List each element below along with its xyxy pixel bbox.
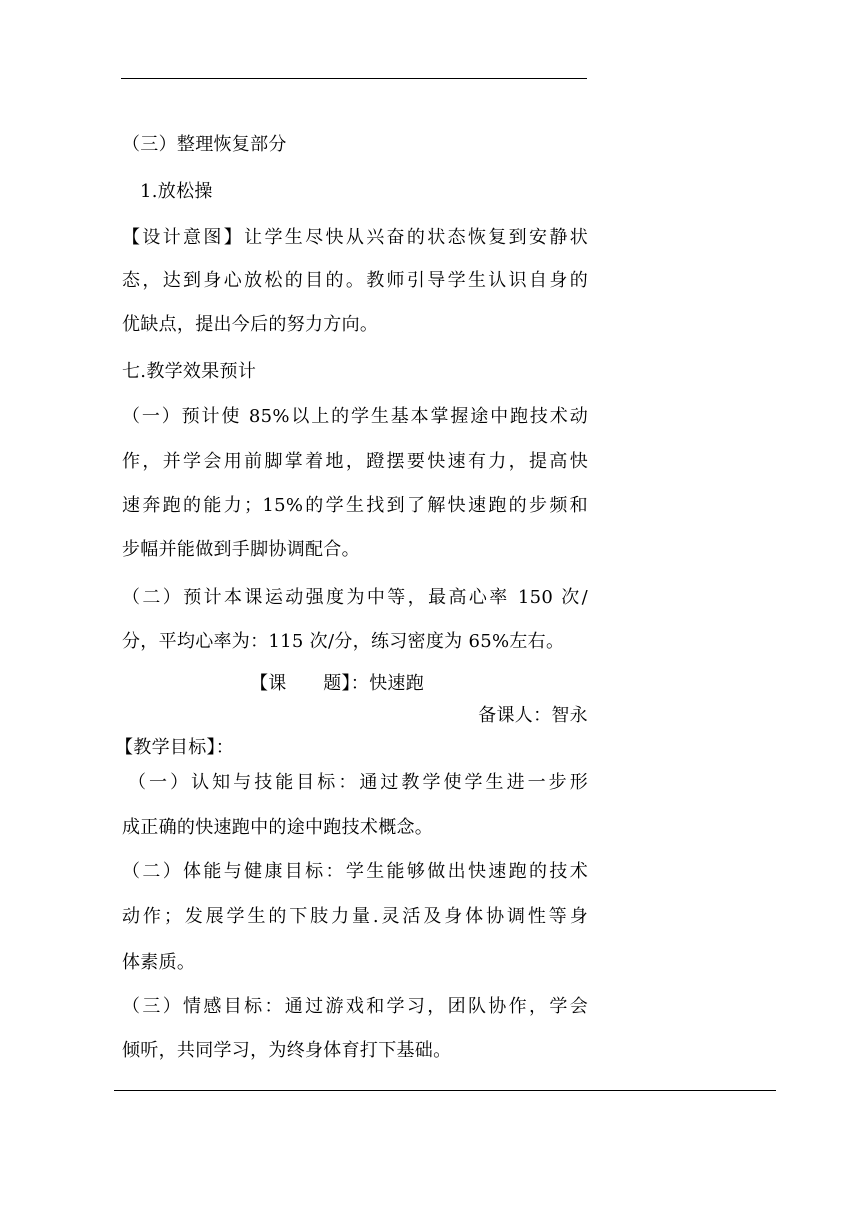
lesson-title: 【课 题】：快速跑	[250, 673, 424, 694]
preparer: 备课人：智永	[478, 705, 588, 726]
paragraph-line: 体素质。	[122, 952, 196, 973]
paragraph-line: 分，平均心率为：115 次/分，练习密度为 65%左右。	[122, 631, 565, 652]
section-heading-cooldown: （三）整理恢复部分	[122, 134, 287, 155]
paragraph-line: （二）体能与健康目标：学生能够做出快速跑的技术	[122, 861, 588, 882]
paragraph-line: 倾听，共同学习，为终身体育打下基础。	[122, 1040, 452, 1061]
paragraph-line: 态，达到身心放松的目的。教师引导学生认识自身的	[122, 270, 588, 291]
paragraph-line: 优缺点，提出今后的努力方向。	[122, 314, 379, 335]
footer-rule	[114, 1090, 776, 1091]
paragraph-line: （三）情感目标：通过游戏和学习，团队协作，学会	[122, 996, 588, 1017]
subheading-relaxation: 1.放松操	[140, 181, 213, 202]
section-heading-effect: 七.教学效果预计	[122, 361, 257, 382]
paragraph-line: （一）预计使 85%以上的学生基本掌握途中跑技术动	[122, 406, 588, 427]
paragraph-line: 成正确的快速跑中的途中跑技术概念。	[122, 817, 434, 838]
paragraph-line: （二）预计本课运动强度为中等，最高心率 150 次/	[122, 587, 588, 608]
section-heading-objectives: 【教学目标】：	[115, 737, 235, 758]
header-rule	[121, 78, 587, 79]
paragraph-line: （一）认知与技能目标：通过教学使学生进一步形	[128, 772, 588, 793]
paragraph-line: 【设计意图】让学生尽快从兴奋的状态恢复到安静状	[122, 227, 588, 248]
paragraph-line: 动作；发展学生的下肢力量.灵活及身体协调性等身	[122, 906, 588, 927]
paragraph-line: 速奔跑的能力；15%的学生找到了解快速跑的步频和	[122, 495, 588, 516]
paragraph-line: 作，并学会用前脚掌着地，蹬摆要快速有力，提高快	[122, 451, 588, 472]
paragraph-line: 步幅并能做到手脚协调配合。	[122, 539, 360, 560]
